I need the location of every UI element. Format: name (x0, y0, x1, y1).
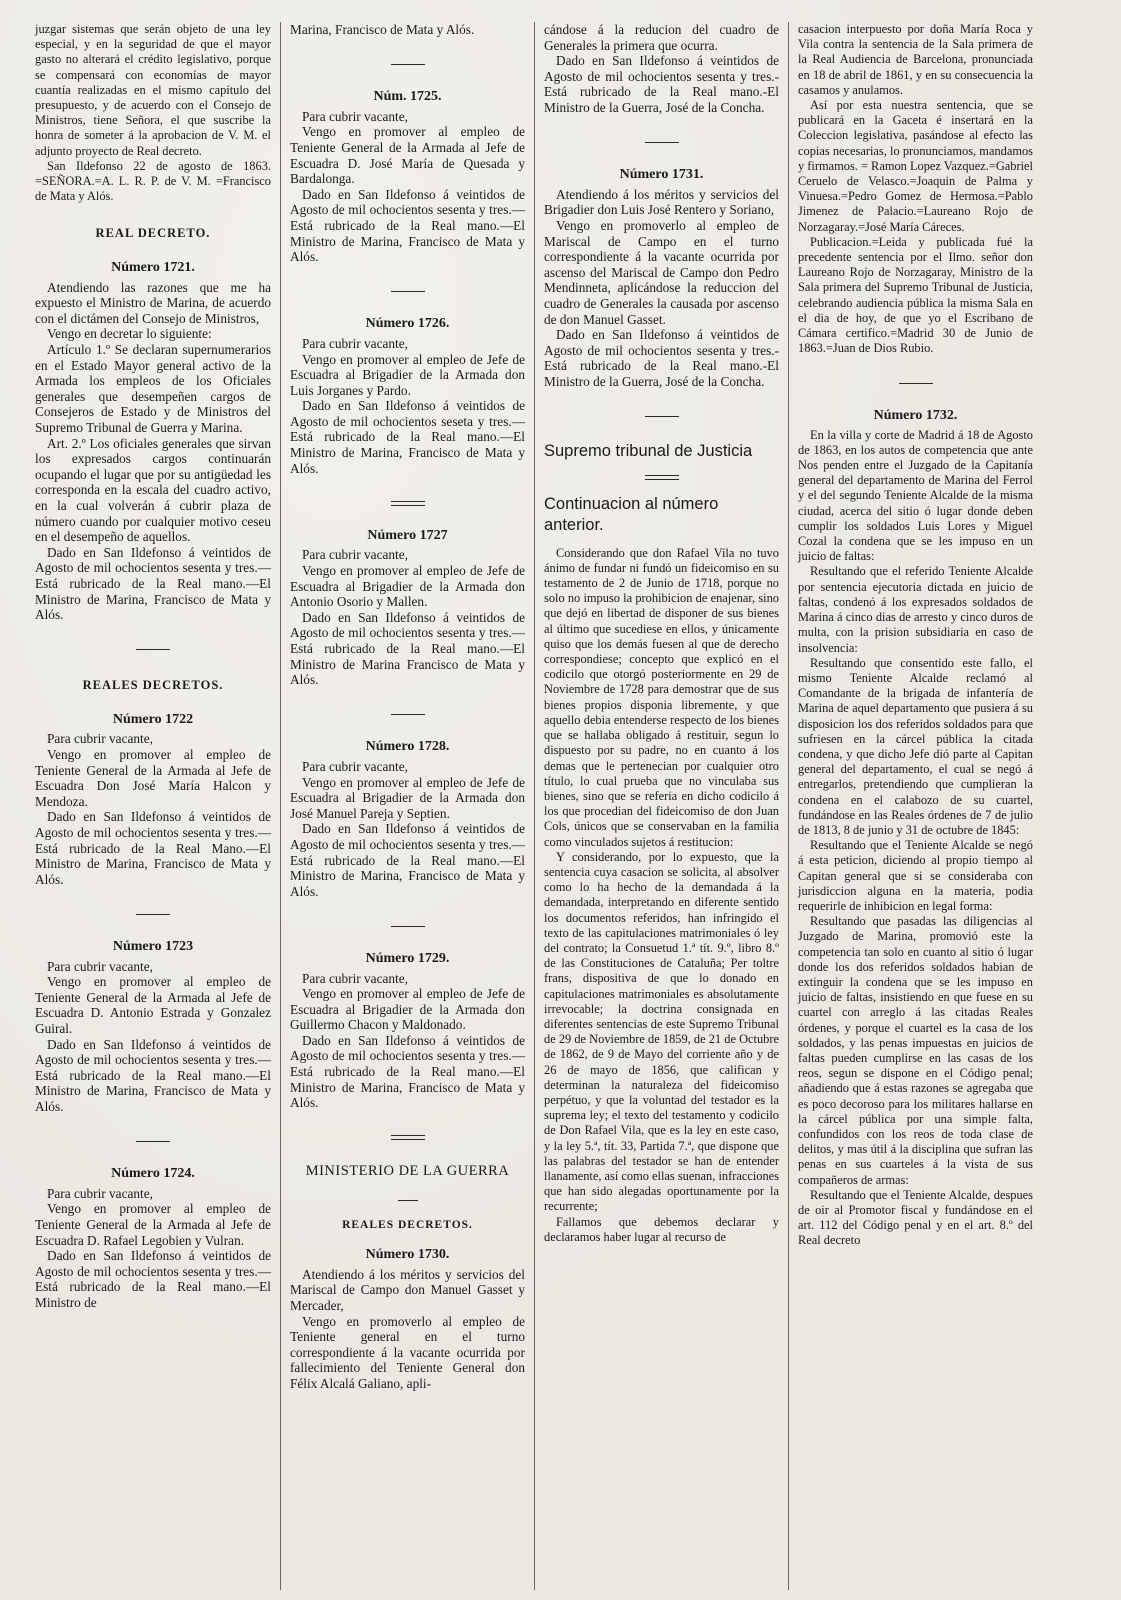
paragraph: Vengo en promover al empleo de Jefe de Escuadra al Brigadier de la Armada don Guillermo Chacon y Maldonado. (290, 986, 525, 1033)
paragraph: cándose á la reducion del cuadro de Generales la primera que ocurra. (544, 22, 779, 53)
paragraph: Publicacion.=Leida y publicada fué la precedente sentencia por el Ilmo. señor don Laureano Rojo de Norzagaray, Ministro de la Sala primera del Supremo Tribunal de Justicia, celebrando audiencia pública la misma Sala en el dia de hoy, de que yo el Escribano de Cámara certifico.=Madrid 30 de Junio de 1863.=Juan de Dios Rubio. (798, 234, 1033, 356)
divider (290, 1192, 525, 1208)
paragraph: Para cubrir vacante, (302, 547, 408, 563)
paragraph: Vengo en promover al empleo de Jefe de Escuadra al Brigadier de la Armada don Luis Jorganes y Pardo. (290, 351, 525, 398)
column-3 (534, 22, 788, 1590)
divider (290, 56, 525, 72)
decree-number: Número 1721. (111, 260, 195, 276)
ministry-heading: MINISTERIO DE LA GUERRA (305, 1163, 510, 1180)
paragraph: Dado en San Ildefonso á veintidos de Agosto de mil ochocientos sesenta y tres.—Está rubricado de la Real mano.—El Ministro de Marina Francisco de Mata y Alós. (290, 609, 525, 688)
paragraph: Resultando que pasadas las diligencias al Juzgado de Marina, promovió este la competencia tan solo en cuanto al sitio ó lugar donde los dos referidos soldados habian de extinguir la condena que se les impuso en juicio de faltas, insistiendo en que fuese en su cuartel con arreglo á las citadas Reales órdenes, y porque el cuartel es la casa de los soldados, y las penas impuestas en juicios de faltas pueden cumplirse en las casas de los reos, segun se dispone en el Código penal; añadiendo que á estas razones se agregaba que es poco decoroso para los militares hallarse en la cárcel pública por una simple falta, confundidos con los reos de toda clase de delitos, y mas útil á la disciplina que sufran las penas en sus cuarteles á la vista de sus compañeros de armas: (798, 914, 1033, 1187)
column-1 (26, 22, 280, 1590)
paragraph: Dado en San Ildefonso á veintidos de Agosto de mil ochocientos sesenta y tres.-Está rubricado de la Real mano.-El Ministro de la Guerra, José de la Concha. (544, 53, 779, 115)
paragraph: Para cubrir vacante, (47, 958, 153, 974)
divider (544, 407, 779, 423)
decree-number: Número 1724. (111, 1166, 195, 1182)
decree-number: Número 1731. (619, 167, 704, 183)
paragraph: Dado en San Ildefonso á veintidos de Agosto de mil ochocientos sesenta y tres.—Está rubricado de la Real mano.—El Ministro de Marina, Francisco de Mata y Alós. (35, 544, 271, 623)
signature-line: San Ildefonso 22 de agosto de 1863. =SEÑORA.=A. L. R. P. de V. M. =Francisco de Mata y Alós. (35, 158, 271, 204)
paragraph: Resultando que el referido Teniente Alcalde por sentencia ejecutoria dictada en juicio de faltas, condenó á los expresados soldados de Marina á cinco dias de arresto y cinco duros de multa, con la prision subsidiaria en caso de insolvencia: (798, 564, 1033, 655)
paragraph: Fallamos que debemos declarar y declaramos haber lugar al recurso de (544, 1214, 779, 1244)
paragraph: Vengo en promoverlo al empleo de Mariscal de Campo en el turno correspondiente á la vacante ocurrida por ascenso del Mariscal de Campo don Pedro Mendinneta, aplicándose la reduccion del cuadro de Generales la causada por ascenso de don Manuel Gasset. (544, 217, 779, 327)
paragraph: Atendiendo á los méritos y servicios del Brigadier don Luis José Rentero y Soriano, (544, 186, 779, 218)
paragraph: Para cubrir vacante, (302, 758, 408, 774)
divider (35, 905, 271, 921)
divider (35, 641, 271, 657)
paragraph: Dado en San Ildefonso á veintidos de Agosto de mil ochocientos sesenta y tres.—Está rubricado de la Real mano.—El Ministro de Marina, Francisco de Mata y Alós. (290, 1032, 525, 1111)
paragraph: Artículo 1.º Se declaran supernumerarios en el Estado Mayor general activo de la Armada los empleos de los Oficiales generales que desempeñen cargos de Consejeros de Estado y de Ministros del Supremo Tribunal de Guerra y Marina. (35, 342, 271, 435)
divider (290, 917, 525, 933)
paragraph: Marina, Francisco de Mata y Alós. (290, 22, 475, 37)
paragraph: casacion interpuesto por doña María Roca y Vila contra la sentencia de la Sala primera de la Real Audiencia de Barcelona, pronunciada en 18 de abril de 1861, y en su consecuencia la casamos y anulamos. (798, 22, 1033, 97)
column-2 (280, 22, 534, 1590)
paragraph: Para cubrir vacante, (302, 335, 408, 351)
divider (290, 283, 525, 299)
paragraph: Para cubrir vacante, (302, 970, 408, 986)
paragraph: Para cubrir vacante, (302, 108, 408, 124)
paragraph: Vengo en promover al empleo de Teniente General de la Armada al Jefe de Escuadra D. Rafael Legobien y Vulran. (35, 1201, 271, 1248)
paragraph: Y considerando, por lo expuesto, que la sentencia cuya casacion se solicita, al absolver como lo ha hecho de la demandada á la demandada, interpretando en diferente sentido los documentos referidos, han infringido el texto de las capitulaciones matrimoniales ó ley del contrato; la Consuetud 1.ª tít. 9.º, libro 8.º de las Constituciones de Cataluña; Per toltre frans, dispositiva de que lo donado en capitulaciones matrimoniales es absolutamente irrevocable; la doctrina consignada en diferentes sentencias de este Supremo Tribunal de 29 de Noviembre de 1859, de 21 de Octubre de 1862, de 9 de Mayo del corriente año y de 26 de mayo de 1856, que califican y determinan la naturaleza del fideicomiso perpétuo, y que la voluntad del testador es la suprema ley; el texto del testamento y codicilo de Don Rafael Vila, que es la ley en este caso, y la ley 5.ª, tít. 33, Partida 7.ª, que dispone que las palabras del testador se han de entender llanamente, así como ellas suenan, infracciones que han sido alegadas oportunamente por la recurrente; (544, 849, 779, 1214)
decree-number: Número 1722 (112, 711, 194, 727)
decree-number: Núm. 1725. (373, 89, 442, 105)
section-subheading: Continuacion al número anterior. (544, 494, 719, 534)
paragraph: Dado en San Ildefonso á veintidos de Agosto de mil ochocientos sesenta y tres.—Está rubricado de la Real mano.—El Ministro de (35, 1248, 271, 1310)
paragraph: Atendiendo las razones que me ha expuesto el Ministro de Marina, de acuerdo con el dictámen del Consejo de Ministros, (35, 279, 271, 326)
paragraph: Vengo en promover al empleo de Teniente General de la Armada al Jefe de Escuadra Don José María Halcon y Mendoza. (35, 747, 271, 809)
paragraph: Dado en San Ildefonso á veintidos de Agosto de mil ochocientos sesenta y tres.—Está rubricado de la Real Mano.—El Ministro de Marina, Francisco de Mata y Alós. (35, 809, 271, 887)
paragraph: Vengo en promover al empleo de Teniente General de la Armada al Jefe de Escuadra D. Antonio Estrada y Gonzalez Guiral. (35, 974, 271, 1036)
paragraph: juzgar sistemas que serán objeto de una ley especial, y en la seguridad de que el mayor gasto no alterará el crédito legislativo, porque se compensará con economías de mayor cuantía realizadas en el mismo capítulo del presupuesto, y de acuerdo con el Consejo de Ministros, tiene Señora, el que suscribe la honra de someter á la aprobacion de V. M. el adjunto proyecto de Real decreto. (35, 22, 271, 158)
divider (544, 134, 779, 150)
paragraph: Resultando que el Teniente Alcalde, despues de oir al Promotor fiscal y fundándose en el art. 112 del Código penal y en el art. 8.º del Real decreto (798, 1187, 1033, 1248)
divider (35, 1133, 271, 1149)
decree-number: Número 1727 (367, 527, 448, 543)
paragraph: Resultando que consentido este fallo, el mismo Teniente Alcalde reclamó al Comandante de la brigada de infantería de Marina de aquel departamento que pusiera á su disposicion los dos referidos soldados para que sufriesen en la cárcel pública la citada condena, y que dicho Jefe dió parte al Capitan general del departamento, el cual se negó á entregarlos, pretendiendo que cumplieran la condena en el calabozo de su cuartel, fundándose en las Reales órdenes de 7 de julio de 1813, 8 de junio y 31 de octubre de 1845: (798, 655, 1033, 837)
decree-number: Número 1729. (365, 950, 450, 966)
paragraph: Dado en San Ildefonso á veintidos de Agosto de mil ochocientos sesenta y tres.—Está rubricado de la Real mano.—El Ministro de Marina, Francisco de Mata y Alós. (290, 821, 525, 899)
paragraph: Dado en San Ildefonso á veintidos de Agosto de mil ochocientos sesenta y tres.-Está rubricado de la Real mano.-El Ministro de la Guerra, José de la Concha. (544, 327, 779, 389)
paragraph: Art. 2.º Los oficiales generales que sirvan los expresados cargos continuarán ocupando el lugar que por su antigüedad les corresponda en la escala del cuadro activo, en la cual volverán á cubrir plaza de número cuando por cualquier motivo ceseu en el desempeño de aquellos. (35, 435, 271, 545)
section-heading: REALES DECRETOS. (82, 678, 224, 693)
paragraph: En la villa y corte de Madrid á 18 de Agosto de 1863, en los autos de competencia que ante Nos penden entre el Juzgado de la Capitanía general del departamento de Marina del Ferrol y el del segundo Teniente Alcalde de la misma ciudad, acerca del sitio ó lugar donde deben cumplir los soldados Luis Lores y Miguel Cozal la condena que se les impuso en un juicio de faltas: (798, 427, 1033, 564)
section-heading: REALES DECRETOS. (342, 1218, 473, 1231)
column-4 (788, 22, 1042, 1590)
decree-number: Número 1723 (112, 939, 194, 954)
decree-number: Número 1730. (365, 1247, 450, 1263)
paragraph: Vengo en promover al empleo de Jefe de Escuadra al Brigadier de la Armada don Antonio Osorio y Mallen. (290, 563, 525, 610)
section-heading: Supremo tribunal de Justicia (544, 442, 753, 461)
paragraph: Vengo en promover al empleo de Teniente General de la Armada al Jefe de Escuadra D. José María de Quesada y Bardalonga. (290, 124, 525, 187)
decree-number: Número 1732. (873, 408, 958, 424)
divider (798, 374, 1033, 390)
paragraph: Vengo en decretar lo siguiente: (47, 326, 212, 342)
paragraph: Dado en San Ildefonso á veintidos de Agosto de mil ochocientos sesenta y tres.—Está rubricado de la Real mano.—El Ministro de Marina, Francisco de Mata y Alós. (35, 1036, 271, 1114)
paragraph: Resultando que el Teniente Alcalde se negó á esta peticion, diciendo al propio tiempo al Capitan general que si se consideraba con jurisdiccion alguna en la materia, podia requerirle de inhibicion en legal forma: (798, 838, 1033, 913)
section-heading: REAL DECRETO. (95, 226, 211, 241)
decree-number: Número 1726. (365, 316, 450, 332)
paragraph: Así por esta nuestra sentencia, que se publicará en la Gaceta é insertará en la Coleccion legislativa, pasándose al efecto las copias necesarias, lo pronunciamos, mandamos y firmamos. = Ramon Lopez Vazquez.=Gabriel Ceruelo de Velasco.=Joaquin de Palma y Vinuesa.=Pedro Gomez de Hermosa.=Pablo Jimenez de Palacio.=Laureano Rojo de Norzagaray.=José María Cáreces. (798, 98, 1033, 234)
decree-number: Número 1728. (365, 739, 450, 755)
divider (290, 1129, 525, 1145)
divider (544, 468, 779, 484)
paragraph: Dado en San Ildefonso á veintidos de Agosto de mil ochocientos sesenta y tres.—Está rubricado de la Real mano.—El Ministro de Marina, Francisco de Mata y Alós. (290, 186, 525, 265)
divider (290, 494, 525, 510)
paragraph: Dado en San Ildefonso á veintidos de Agosto de mil ochocientos seseta y tres.—Está rubricado de la Real mano.—El Ministro de Marina, Francisco de Mata y Alós. (290, 398, 525, 476)
divider (290, 706, 525, 722)
paragraph: Atendiendo á los méritos y servicios del Mariscal de Campo don Manuel Gasset y Mercader, (290, 1266, 525, 1313)
paragraph: Vengo en promover al empleo de Jefe de Escuadra al Brigadier de la Armada don José Manuel Pareja y Septien. (290, 774, 525, 821)
paragraph: Vengo en promoverlo al empleo de Teniente general en el turno correspondiente á la vacante ocurrida por fallecimiento del Teniente General don Félix Alcalá Galiano, apli- (290, 1313, 525, 1391)
paragraph: Para cubrir vacante, (47, 731, 153, 747)
paragraph: Considerando que don Rafael Vila no tuvo ánimo de fundar ni fundó un fideicomiso en su testamento de 2 de Junio de 1718, porque no solo no impuso la prohibicion de enajenar, sino que dejó en libertad de disponer de sus bienes al último que sucediese en ellos, y únicamente quiso que los demás fuesen al que de derecho correspondiese; concepto que explicó en el codicilo que otorgó posteriormente en 29 de Noviembre de 1728 para demostrar que de sus bienes propios disponia libremente, y que aquello debia entenderse respecto de los bienes que se hallaba obligado á restituir, segun lo dispuesto por su padre, no en cuanto á los demas que le pertenecian por cualquier otro título, lo cual prueba que no vinculaba sus bienes, sino que se referia en dicho codicilo á los que procedian del fideicomiso de don Juan Cols, únicos que se conservaban en la familia como vinculados sujetos á restitucion: (544, 545, 779, 849)
paragraph: Para cubrir vacante, (47, 1185, 153, 1201)
